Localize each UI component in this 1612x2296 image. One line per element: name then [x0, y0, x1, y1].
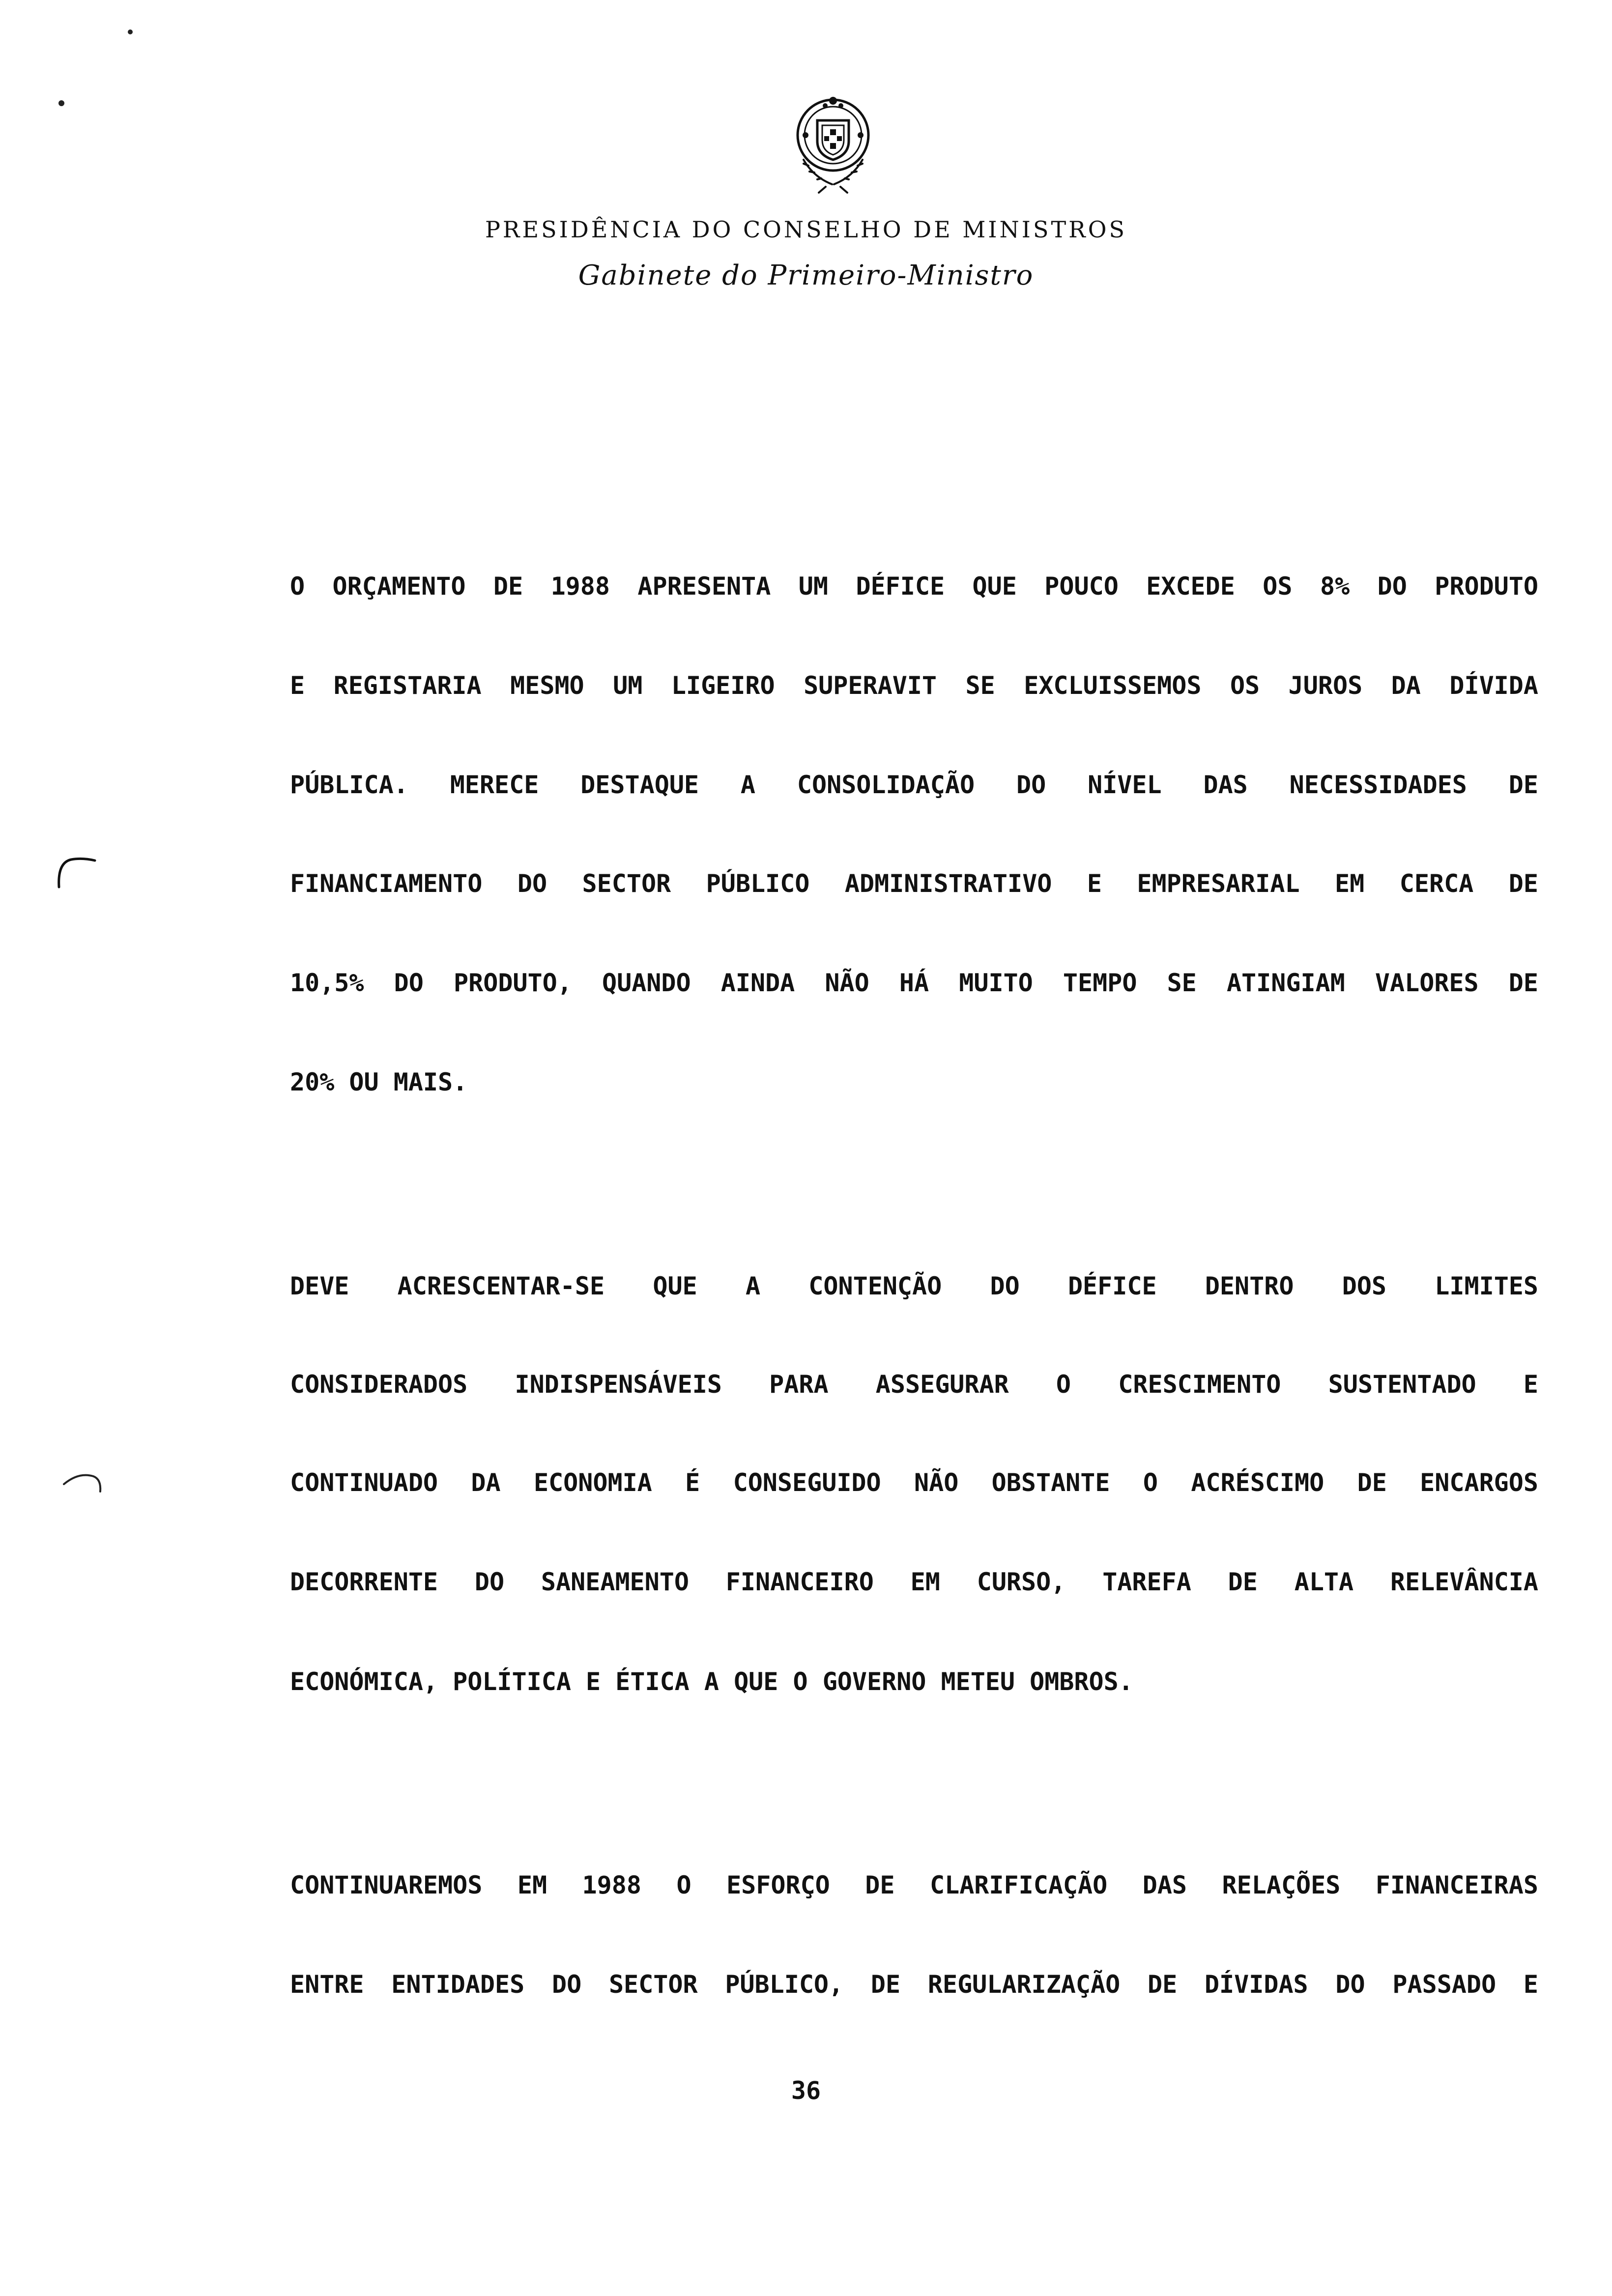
scan-speck: [54, 96, 69, 111]
header-subtitle: Gabinete do Primeiro-Ministro: [578, 259, 1034, 291]
text-line: DEVE ACRESCENTAR-SE QUE A CONTENÇÃO DO DÉFICE DENTRO DOS LIMITES: [290, 1272, 1538, 1300]
text-line: 10,5% DO PRODUTO, QUANDO AINDA NÃO HÁ MUITO TEMPO SE ATINGIAM VALORES DE: [290, 969, 1538, 997]
text-line: E REGISTARIA MESMO UM LIGEIRO SUPERAVIT SE EXCLUISSEMOS OS JUROS DA DÍVIDA: [290, 671, 1538, 700]
margin-arc-mark: [59, 1469, 108, 1504]
text-line: CONSIDERADOS INDISPENSÁVEIS PARA ASSEGURAR O CRESCIMENTO SUSTENTADO E: [290, 1370, 1538, 1399]
header-title: PRESIDÊNCIA DO CONSELHO DE MINISTROS: [485, 216, 1127, 243]
text-line: ECONÓMICA, POLÍTICA E ÉTICA A QUE O GOVERNO METEU OMBROS.: [290, 1667, 1133, 1696]
text-line: CONTINUADO DA ECONOMIA É CONSEGUIDO NÃO OBSTANTE O ACRÉSCIMO DE ENCARGOS: [290, 1468, 1538, 1497]
text-line: PÚBLICA. MERECE DESTAQUE A CONSOLIDAÇÃO DO NÍVEL DAS NECESSIDADES DE: [290, 771, 1538, 799]
margin-bracket-mark: [52, 853, 101, 892]
text-line: ENTRE ENTIDADES DO SECTOR PÚBLICO, DE REGULARIZAÇÃO DE DÍVIDAS DO PASSADO E: [290, 1970, 1538, 1999]
text-line: 20% OU MAIS.: [290, 1068, 468, 1096]
page-number: 36: [791, 2076, 821, 2105]
text-line: O ORÇAMENTO DE 1988 APRESENTA UM DÉFICE QUE POUCO EXCEDE OS 8% DO PRODUTO: [290, 572, 1538, 601]
text-line: CONTINUAREMOS EM 1988 O ESFORÇO DE CLARIFICAÇÃO DAS RELAÇÕES FINANCEIRAS: [290, 1871, 1538, 1899]
text-line: DECORRENTE DO SANEAMENTO FINANCEIRO EM CURSO, TAREFA DE ALTA RELEVÂNCIA: [290, 1568, 1538, 1596]
scan-speck: [123, 25, 138, 39]
coat-of-arms-seal: [774, 86, 892, 204]
text-line: FINANCIAMENTO DO SECTOR PÚBLICO ADMINISTRATIVO E EMPRESARIAL EM CERCA DE: [290, 869, 1538, 898]
